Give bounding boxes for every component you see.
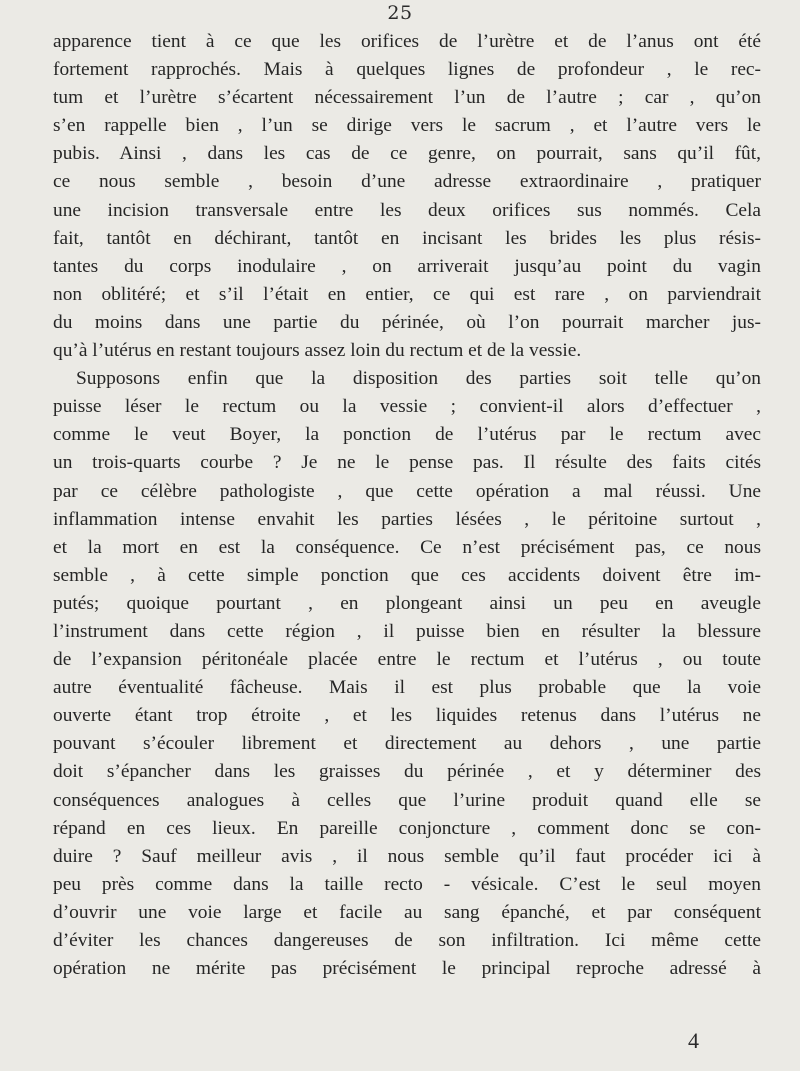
text-line: ce nous semble , besoin d’une adresse extraordinaire , pratiquer: [53, 171, 761, 193]
text-line: d’éviter les chances dangereuses de son infiltration. Ici même cette: [53, 930, 761, 951]
body-text: [53, 28, 761, 983]
text-line: de l’expansion péritonéale placée entre le rectum et l’utérus , ou toute: [53, 649, 761, 671]
text-line: ouverte étant trop étroite , et les liquides retenus dans l’utérus ne: [53, 705, 761, 727]
text-line: par ce célèbre pathologiste , que cette opération a mal réussi. Une: [53, 480, 761, 502]
text-line: inflammation intense envahit les parties lésées , le péritoine surtout ,: [53, 508, 761, 530]
text-line: autre éventualité fâcheuse. Mais il est plus probable que la voie: [53, 677, 761, 699]
signature-mark: 4: [688, 1028, 699, 1053]
text-line: une incision transversale entre les deux orifices sus nommés. Cela: [53, 199, 761, 221]
text-line: fortement rapprochés. Mais à quelques lignes de profondeur , le rec-: [53, 59, 761, 81]
text-line: non oblitéré; et s’il l’était en entier, ce qui est rare , on parviendrait: [53, 283, 761, 305]
text-line: qu’à l’utérus en restant toujours assez loin du rectum et de la vessie.: [53, 340, 582, 362]
text-line: putés; quoique pourtant , en plongeant ainsi un peu en aveugle: [53, 592, 761, 614]
text-line: puisse léser le rectum ou la vessie ; convient-il alors d’effectuer ,: [53, 396, 761, 418]
text-line: s’en rappelle bien , l’un se dirige vers le sacrum , et l’autre vers le: [53, 115, 761, 137]
text-line: un trois-quarts courbe ? Je ne le pense pas. Il résulte des faits cités: [53, 452, 761, 474]
text-line: opération ne mérite pas précisément le principal reproche adressé à: [53, 958, 761, 980]
text-line: pouvant s’écouler librement et directement au dehors , une partie: [53, 733, 761, 755]
text-line: tum et l’urètre s’écartent nécessairement l’un de l’autre ; car , qu’on: [53, 87, 761, 109]
text-line: du moins dans une partie du périnée, où l’on pourrait marcher jus-: [53, 311, 761, 333]
text-line: duire ? Sauf meilleur avis , il nous semble qu’il faut procéder ici à: [53, 845, 761, 867]
page-number: 25: [387, 2, 413, 24]
text-line: Supposons enfin que la disposition des parties soit telle qu’on: [76, 368, 761, 390]
text-line: conséquences analogues à celles que l’urine produit quand elle se: [53, 789, 761, 811]
text-line: comme le veut Boyer, la ponction de l’utérus par le rectum avec: [53, 424, 761, 446]
text-line: et la mort en est la conséquence. Ce n’est précisément pas, ce nous: [53, 536, 761, 558]
text-line: fait, tantôt en déchirant, tantôt en incisant les brides les plus résis-: [53, 227, 761, 249]
text-line: tantes du corps inodulaire , on arriverait jusqu’au point du vagin: [53, 255, 761, 277]
text-line: pubis. Ainsi , dans les cas de ce genre, on pourrait, sans qu’il fût,: [53, 143, 761, 165]
text-line: doit s’épancher dans les graisses du périnée , et y déterminer des: [53, 761, 761, 783]
text-line: semble , à cette simple ponction que ces accidents doivent être im-: [53, 564, 761, 586]
text-line: d’ouvrir une voie large et facile au sang épanché, et par conséquent: [53, 901, 761, 923]
text-line: peu près comme dans la taille recto - vésicale. C’est le seul moyen: [53, 873, 761, 895]
text-line: apparence tient à ce que les orifices de l’urètre et de l’anus ont été: [53, 31, 761, 52]
text-line: l’instrument dans cette région , il puisse bien en résulter la blessure: [53, 620, 761, 642]
text-line: répand en ces lieux. En pareille conjoncture , comment donc se con-: [53, 817, 761, 839]
